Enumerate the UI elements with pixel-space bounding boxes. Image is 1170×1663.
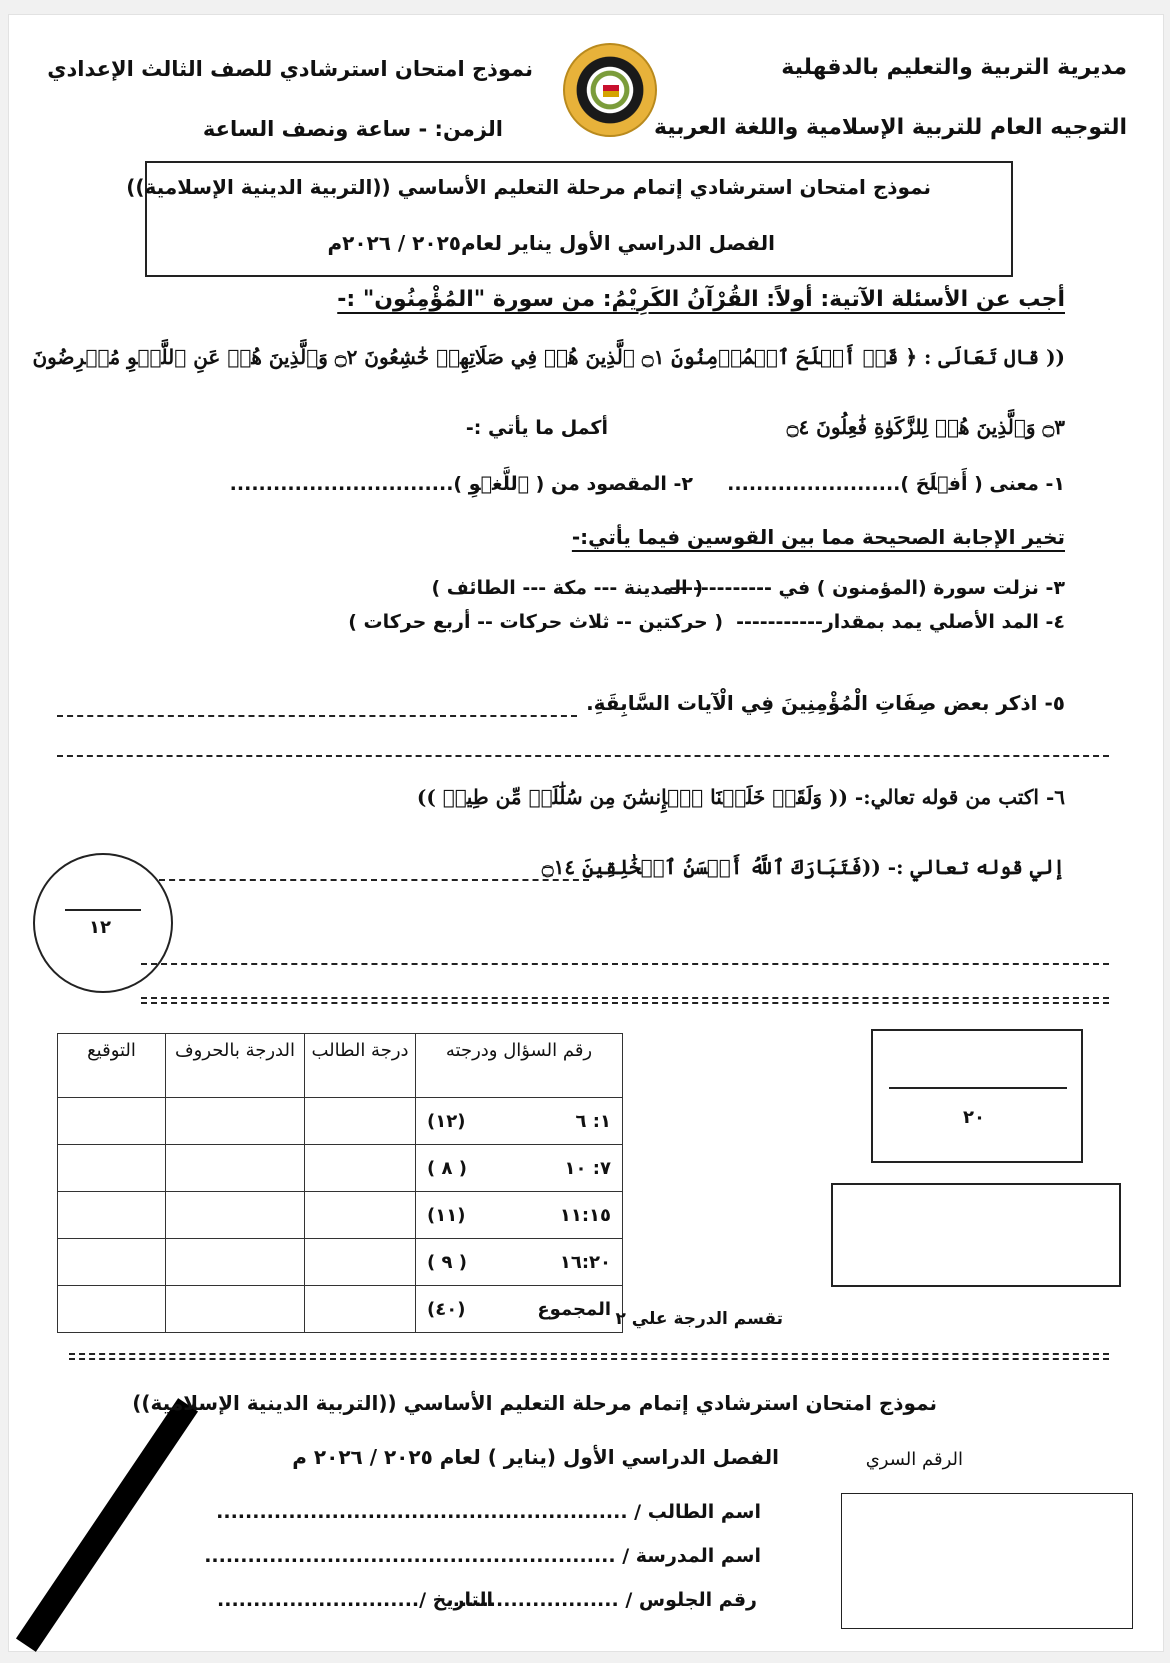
signature-cell[interactable]: [58, 1192, 166, 1239]
answer-line[interactable]: [57, 755, 1109, 757]
question-4[interactable]: ٤- المد الأصلي يمد بمقدار-----------: [736, 611, 1065, 633]
grade-words-cell[interactable]: [166, 1239, 305, 1286]
complete-instruction: أكمل ما يأتي :-: [465, 417, 608, 439]
question-range: ٧: ١٠: [564, 1157, 611, 1179]
exam-title-line2: الفصل الدراسي الأول يناير لعام٢٠٢٥ / ٢٠٢٦م: [327, 231, 775, 255]
score-box: [871, 1029, 1083, 1163]
seat-number-field[interactable]: رقم الجلوس / ........................: [445, 1589, 757, 1611]
score-circle: [33, 853, 173, 993]
question-marks: ( ٨ ): [427, 1157, 467, 1179]
diagonal-slash-mark: [16, 1398, 198, 1652]
secret-number-label: الرقم السري: [865, 1449, 963, 1470]
governorate-logo-icon: [563, 43, 657, 137]
question-1[interactable]: ١- معنى ( أَفۡلَحَ )........................: [727, 473, 1065, 495]
table-header-row: [58, 1034, 623, 1098]
question-range: ١: ٦: [575, 1110, 611, 1132]
question-2[interactable]: ٢- المقصود من ( ٱللَّغۡوِ )...............................: [229, 473, 693, 495]
choose-heading: تخير الإجابة الصحيحة مما بين القوسين فيما يأتي:-: [571, 525, 1065, 549]
header-student-grade: درجة الطالب: [305, 1034, 416, 1098]
table-row: [58, 1098, 623, 1145]
question-5[interactable]: ٥- اذكر بعض صِفَاتِ الْمُؤْمِنِينَ فِي الْآيات السَّابِقَةِ.: [586, 691, 1065, 715]
detach-title-line2: الفصل الدراسي الأول (يناير ) لعام ٢٠٢٥ / ٢٠٢٦ م: [292, 1445, 779, 1469]
section-separator: [141, 997, 1109, 1004]
table-row-total: [58, 1286, 623, 1333]
exam-page: [8, 14, 1164, 1652]
student-name-field[interactable]: اسم الطالب / .........................................................: [216, 1501, 761, 1523]
answer-line[interactable]: [57, 715, 577, 717]
school-name-field[interactable]: اسم المدرسة / .........................................................: [204, 1545, 761, 1567]
score-box-total: ٢٠: [963, 1107, 985, 1128]
student-grade-cell[interactable]: [305, 1239, 416, 1286]
student-grade-cell[interactable]: [305, 1098, 416, 1145]
total-marks: (٤٠): [427, 1298, 466, 1320]
header-grade-in-words: الدرجة بالحروف: [166, 1034, 305, 1098]
header-signature: التوقيع: [58, 1034, 166, 1098]
grade-division-note: تقسم الدرجة علي ٢: [615, 1309, 783, 1329]
date-field[interactable]: التاريخ /............................: [217, 1589, 493, 1611]
question-3-options: ( المدينة --- مكة --- الطائف ): [431, 577, 703, 599]
header-question-number: رقم السؤال ودرجته: [416, 1034, 623, 1098]
grade-words-cell[interactable]: [166, 1286, 305, 1333]
fraction-line: [889, 1087, 1067, 1089]
cut-separator: [69, 1353, 1109, 1360]
fraction-line: [65, 909, 141, 911]
signature-cell[interactable]: [58, 1098, 166, 1145]
section-heading: أجب عن الأسئلة الآتية: أولاً: القُرْآنُ الكَرِيْمُ: من سورة "المُؤْمِنُون" :-: [337, 287, 1065, 312]
signature-cell[interactable]: [58, 1286, 166, 1333]
score-circle-total: ١٢: [89, 917, 111, 938]
student-grade-cell[interactable]: [305, 1192, 416, 1239]
flag-icon: [603, 85, 619, 97]
student-grade-cell[interactable]: [305, 1145, 416, 1192]
table-row: [58, 1145, 623, 1192]
question-marks: (١١): [427, 1204, 466, 1226]
question-3[interactable]: ٣- نزلت سورة (المؤمنون ) في -------------: [669, 577, 1065, 599]
table-row: [58, 1239, 623, 1286]
directorate-name: مديرية التربية والتعليم بالدقهلية: [781, 55, 1127, 80]
grade-words-cell[interactable]: [166, 1145, 305, 1192]
signature-cell[interactable]: [58, 1145, 166, 1192]
quran-verse-line2: ۝٣ وَٱلَّذِينَ هُمۡ لِلزَّكَوٰةِ فَٰعِلُونَ ۝٤: [786, 415, 1065, 439]
question-range: ١١:١٥: [559, 1204, 611, 1226]
examiner-box[interactable]: [831, 1183, 1121, 1287]
answer-line[interactable]: [141, 963, 1109, 965]
question-6-to-verse: إلي قوله تعالي :- ((فَتَبَارَكَ ٱللَّهُ أَحۡسَنُ ٱلۡخَٰلِقِينَ ۝١٤: [541, 855, 1065, 879]
quran-verse-line1: (( قال تَعَالَى : ﴿ قَدۡ أَفۡلَحَ ٱلۡمُؤۡمِنُونَ ۝١ ٱلَّذِينَ هُمۡ فِي صَلَاتِهِمۡ خَٰشِعُونَ ۝٢ وَٱلَّذِينَ هُمۡ عَنِ ٱللَّغۡوِ مُعۡرِضُونَ: [32, 345, 1065, 369]
question-4-options: ( حركتين -- ثلاث حركات -- أربع حركات ): [348, 611, 723, 633]
question-marks: ( ٩ ): [427, 1251, 467, 1273]
exam-title-line1: نموذج امتحان استرشادي إتمام مرحلة التعليم الأساسي ((التربية الدينية الإسلامية)): [126, 175, 931, 199]
question-marks: (١٢): [427, 1110, 466, 1132]
detach-title-line1: نموذج امتحان استرشادي إتمام مرحلة التعليم الأساسي ((التربية الدينية الإسلامية)): [132, 1391, 937, 1415]
supervision-name: التوجيه العام للتربية الإسلامية واللغة العربية: [653, 115, 1127, 140]
grade-table: [57, 1033, 623, 1333]
exam-model-grade: نموذج امتحان استرشادي للصف الثالث الإعدادي: [47, 57, 533, 81]
table-row: [58, 1192, 623, 1239]
signature-cell[interactable]: [58, 1239, 166, 1286]
student-grade-cell[interactable]: [305, 1286, 416, 1333]
question-6[interactable]: ٦- اكتب من قوله تعالي:- (( وَلَقَدۡ خَلَقۡنَا ٱلۡإِنسَٰنَ مِن سُلَٰلَةٖ مِّن طِينٖ )): [416, 785, 1065, 809]
total-label: المجموع: [537, 1298, 611, 1320]
exam-duration: الزمن: - ساعة ونصف الساعة: [202, 117, 503, 141]
answer-line[interactable]: [159, 879, 589, 881]
grade-words-cell[interactable]: [166, 1098, 305, 1145]
grade-words-cell[interactable]: [166, 1192, 305, 1239]
question-range: ١٦:٢٠: [559, 1251, 611, 1273]
secret-number-box[interactable]: [841, 1493, 1133, 1629]
